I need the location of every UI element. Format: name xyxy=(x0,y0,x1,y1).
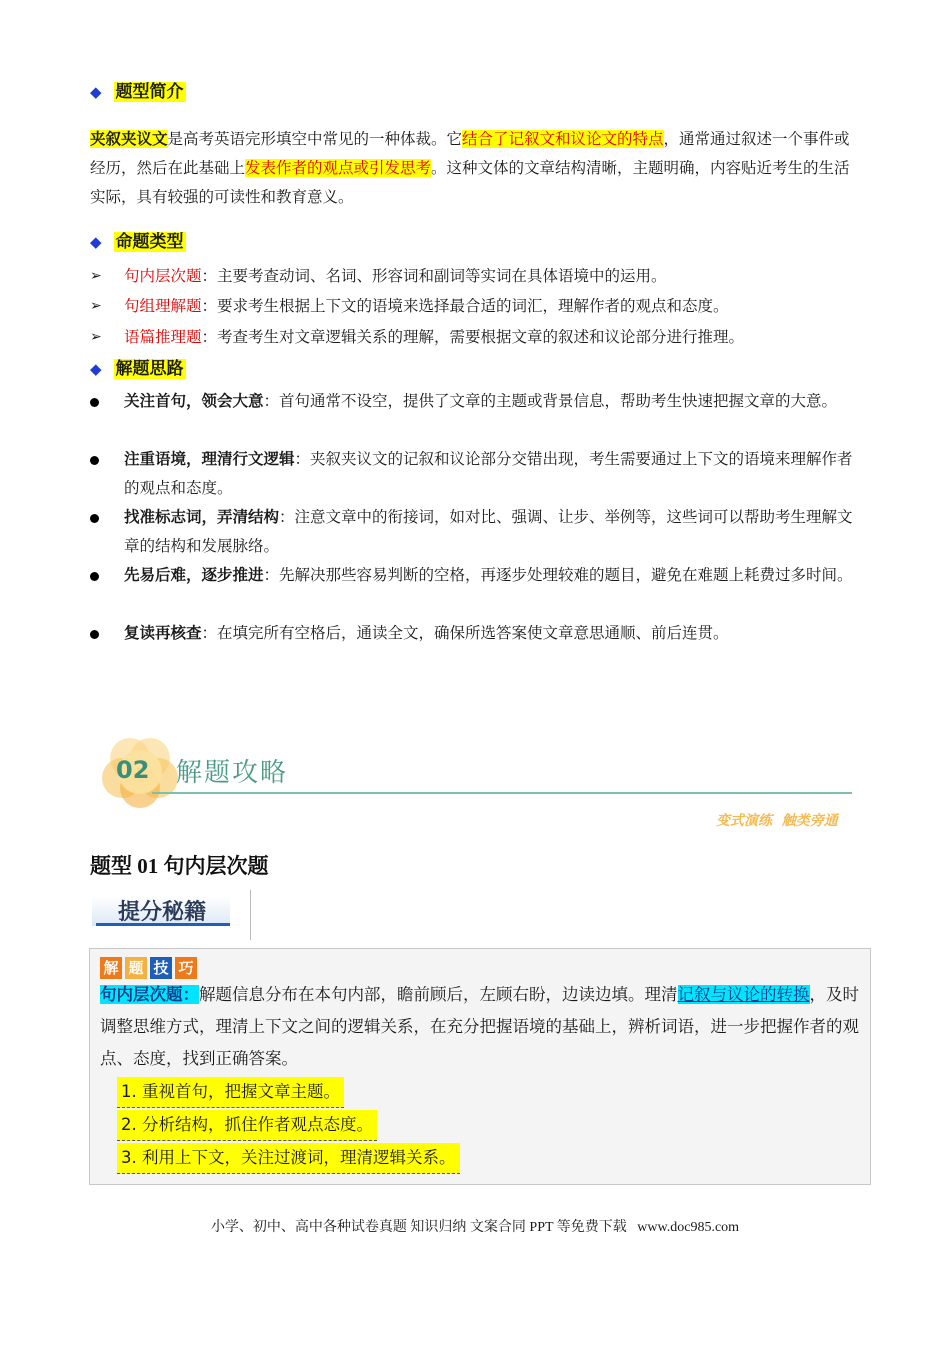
bullet-dot-icon xyxy=(90,572,99,581)
arrow-bullet-icon: ➢ xyxy=(90,268,102,284)
tips-label-text: 提分秘籍 xyxy=(118,900,207,925)
section-banner xyxy=(92,730,872,835)
approach-item xyxy=(90,619,870,648)
tip-highlight: 记叙与议论的转换 xyxy=(677,985,810,1004)
bullet-dot-icon xyxy=(90,630,99,639)
banner-tagline: 变式演练 触类旁通 xyxy=(716,813,838,829)
intro-heading-text: 题型简介 xyxy=(115,82,184,102)
approach-item xyxy=(90,387,870,445)
tip-text-2: ，及时调整思维方式，理清上下文之间的逻辑关系，在充分把握语境的基础上，辨析词语，进一步把握作者的观点、态度，找到正确答案。 xyxy=(100,985,859,1068)
approach-desc: ：夹叙夹议文的记叙和议论部分交错出现，考生需要通过上下文的语境来理解作者的观点和态度。 xyxy=(124,450,853,497)
bullet-dot-icon xyxy=(90,456,99,465)
approach-item xyxy=(90,561,870,619)
tip-step: 3. 利用上下文，关注过渡词，理清逻辑关系。 xyxy=(117,1143,460,1174)
intro-highlight-2: 发表作者的观点或引发思考 xyxy=(245,159,432,177)
approach-desc: ：先解决那些容易判断的空格，再逐步处理较难的题目，避免在难题上耗费过多时间。 xyxy=(263,566,853,584)
arrow-bullet-icon: ➢ xyxy=(90,298,102,314)
types-heading-text: 命题类型 xyxy=(115,232,184,252)
approach-name: 找准标志词，弄清结构 xyxy=(124,508,280,526)
approach-desc: ：在填完所有空格后，通读全文，确保所选答案使文章意思通顺、前后连贯。 xyxy=(201,624,729,642)
approach-name: 复读再核查 xyxy=(124,624,202,642)
approach-name: 先易后难，逐步推进 xyxy=(124,566,264,584)
type-name: 句内层次题 xyxy=(124,267,202,285)
type-name: 语篇推理题 xyxy=(124,328,202,346)
types-heading xyxy=(90,230,186,254)
tips-label-divider xyxy=(250,890,251,940)
badge-ji: 技 xyxy=(150,957,172,979)
bullet-dot-icon xyxy=(90,398,99,407)
type-item xyxy=(90,323,870,352)
approach-desc: ：注意文章中的衔接词，如对比、强调、让步、举例等，这些词可以帮助考生理解文章的结构和发展脉络。 xyxy=(124,508,853,555)
type-item xyxy=(90,262,870,291)
type-desc: ：要求考生根据上下文的语境来选择最合适的词汇，理解作者的观点和态度。 xyxy=(201,297,729,315)
tip-paragraph xyxy=(100,979,860,1075)
diamond-icon: ◆ xyxy=(90,83,102,101)
intro-paragraph xyxy=(90,125,860,212)
tip-box xyxy=(89,948,871,1185)
intro-term: 夹叙夹议文 xyxy=(90,130,168,148)
tip-text-1: 解题信息分布在本句内部，瞻前顾后，左顾右盼，边读边填。理清 xyxy=(199,985,678,1004)
type-item xyxy=(90,292,870,321)
intro-text-3: 。这种文体的文章结构清晰，主题明确，内容贴近考生的生活实际，具有较强的可读性和教育意义。 xyxy=(90,159,850,206)
tips-label-box xyxy=(92,890,252,940)
intro-heading xyxy=(90,80,186,104)
type-desc: ：主要考查动词、名词、形容词和副词等实词在具体语境中的运用。 xyxy=(201,267,667,285)
banner-title: 解题攻略 xyxy=(176,758,289,788)
arrow-bullet-icon: ➢ xyxy=(90,329,102,345)
badge-ti: 题 xyxy=(125,957,147,979)
section-title: 题型 01 句内层次题 xyxy=(90,854,269,878)
tip-lead: 句内层次题： xyxy=(100,985,199,1004)
approach-name: 关注首句，领会大意 xyxy=(124,392,264,410)
type-desc: ：考查考生对文章逻辑关系的理解，需要根据文章的叙述和议论部分进行推理。 xyxy=(201,328,745,346)
approach-desc: ：首句通常不设空，提供了文章的主题或背景信息，帮助考生快速把握文章的大意。 xyxy=(263,392,838,410)
banner-number: 02 xyxy=(116,756,150,784)
type-name: 句组理解题 xyxy=(124,297,202,315)
intro-text-2: ，通常通过叙述一个事件或经历，然后在此基础上 xyxy=(90,130,850,177)
approach-heading xyxy=(90,357,186,381)
badge-qiao: 巧 xyxy=(175,957,197,979)
badge-jie: 解 xyxy=(100,957,122,979)
approach-heading-text: 解题思路 xyxy=(115,359,184,379)
page-footer: 小学、初中、高中各种试卷真题 知识归纳 文案合同 PPT 等免费下载 www.doc985.com xyxy=(210,1220,740,1235)
tip-step: 2. 分析结构，抓住作者观点态度。 xyxy=(117,1110,377,1141)
diamond-icon: ◆ xyxy=(90,360,102,378)
diamond-icon: ◆ xyxy=(90,233,102,251)
approach-item xyxy=(90,445,870,503)
bullet-dot-icon xyxy=(90,514,99,523)
intro-text-1: 是高考英语完形填空中常见的一种体裁。它 xyxy=(167,130,463,148)
intro-highlight-1: 结合了记叙文和议论文的特点 xyxy=(462,130,664,148)
approach-name: 注重语境，理清行文逻辑 xyxy=(124,450,295,468)
approach-item xyxy=(90,503,870,561)
tip-step: 1. 重视首句，把握文章主题。 xyxy=(117,1077,344,1108)
